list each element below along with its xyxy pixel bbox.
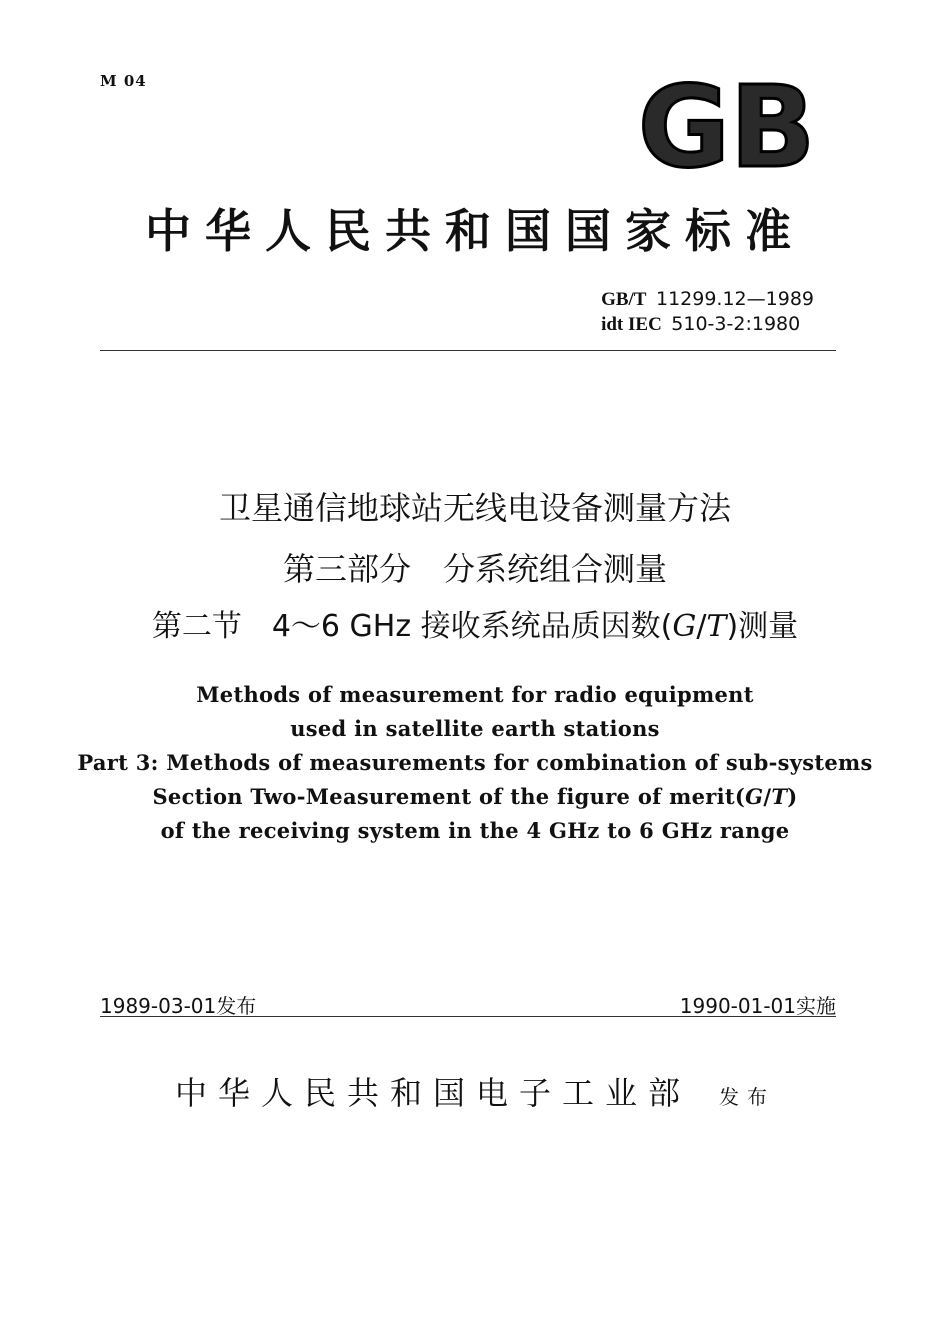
title-en-line5: of the receiving system in the 4 GHz to 6 GHz range bbox=[160, 818, 790, 843]
issue-date: 1989-03-01发布 bbox=[100, 994, 257, 1018]
standard-prefix: GB/T bbox=[601, 289, 647, 310]
title-en-line3: Part 3: Methods of measurements for combination of sub-systems bbox=[77, 750, 873, 775]
title-zh-t: T bbox=[706, 609, 727, 644]
title-zh-slash: / bbox=[696, 609, 707, 644]
standard-equivalence bbox=[601, 312, 814, 337]
equivalence-number: 510-3-2:1980 bbox=[671, 313, 801, 335]
title-en-line2: used in satellite earth stations bbox=[290, 716, 660, 741]
title-zh-line3-post: )测量 bbox=[726, 609, 799, 644]
header-divider bbox=[100, 350, 836, 351]
classification-code: M 04 bbox=[100, 72, 147, 90]
publisher-block bbox=[0, 1068, 950, 1114]
gb-logo-text: GB bbox=[638, 70, 816, 172]
standard-number-value: 11299.12—1989 bbox=[655, 288, 814, 310]
publisher-name: 中华人民共和国电子工业部 bbox=[174, 1074, 691, 1112]
title-en-g: G bbox=[745, 784, 764, 809]
title-en-line4-pre: Section Two-Measurement of the figure of merit( bbox=[152, 784, 746, 809]
title-zh-line3-pre: 第二节 4～6 GHz 接收系统品质因数( bbox=[151, 609, 673, 644]
gb-logo bbox=[636, 70, 828, 172]
title-zh-line1: 卫星通信地球站无线电设备测量方法 bbox=[218, 489, 731, 527]
title-en-line4 bbox=[0, 780, 950, 814]
title-zh-line2: 第三部分 分系统组合测量 bbox=[282, 550, 667, 588]
title-en-line4-post: ) bbox=[787, 784, 798, 809]
standard-number-block bbox=[601, 287, 814, 337]
publisher-action: 发布 bbox=[719, 1085, 775, 1109]
title-zh-line3 bbox=[0, 607, 950, 647]
title-en-t: T bbox=[771, 784, 788, 809]
title-en-line1: Methods of measurement for radio equipment bbox=[196, 682, 754, 707]
standard-number bbox=[601, 287, 814, 312]
title-zh-g: G bbox=[672, 609, 697, 644]
national-standard-title: 中华人民共和国国家标准 bbox=[145, 204, 805, 258]
title-en-slash: / bbox=[763, 784, 772, 809]
date-divider bbox=[100, 1016, 836, 1017]
equivalence-prefix: idt IEC bbox=[601, 314, 662, 335]
effective-date: 1990-01-01实施 bbox=[679, 994, 836, 1018]
